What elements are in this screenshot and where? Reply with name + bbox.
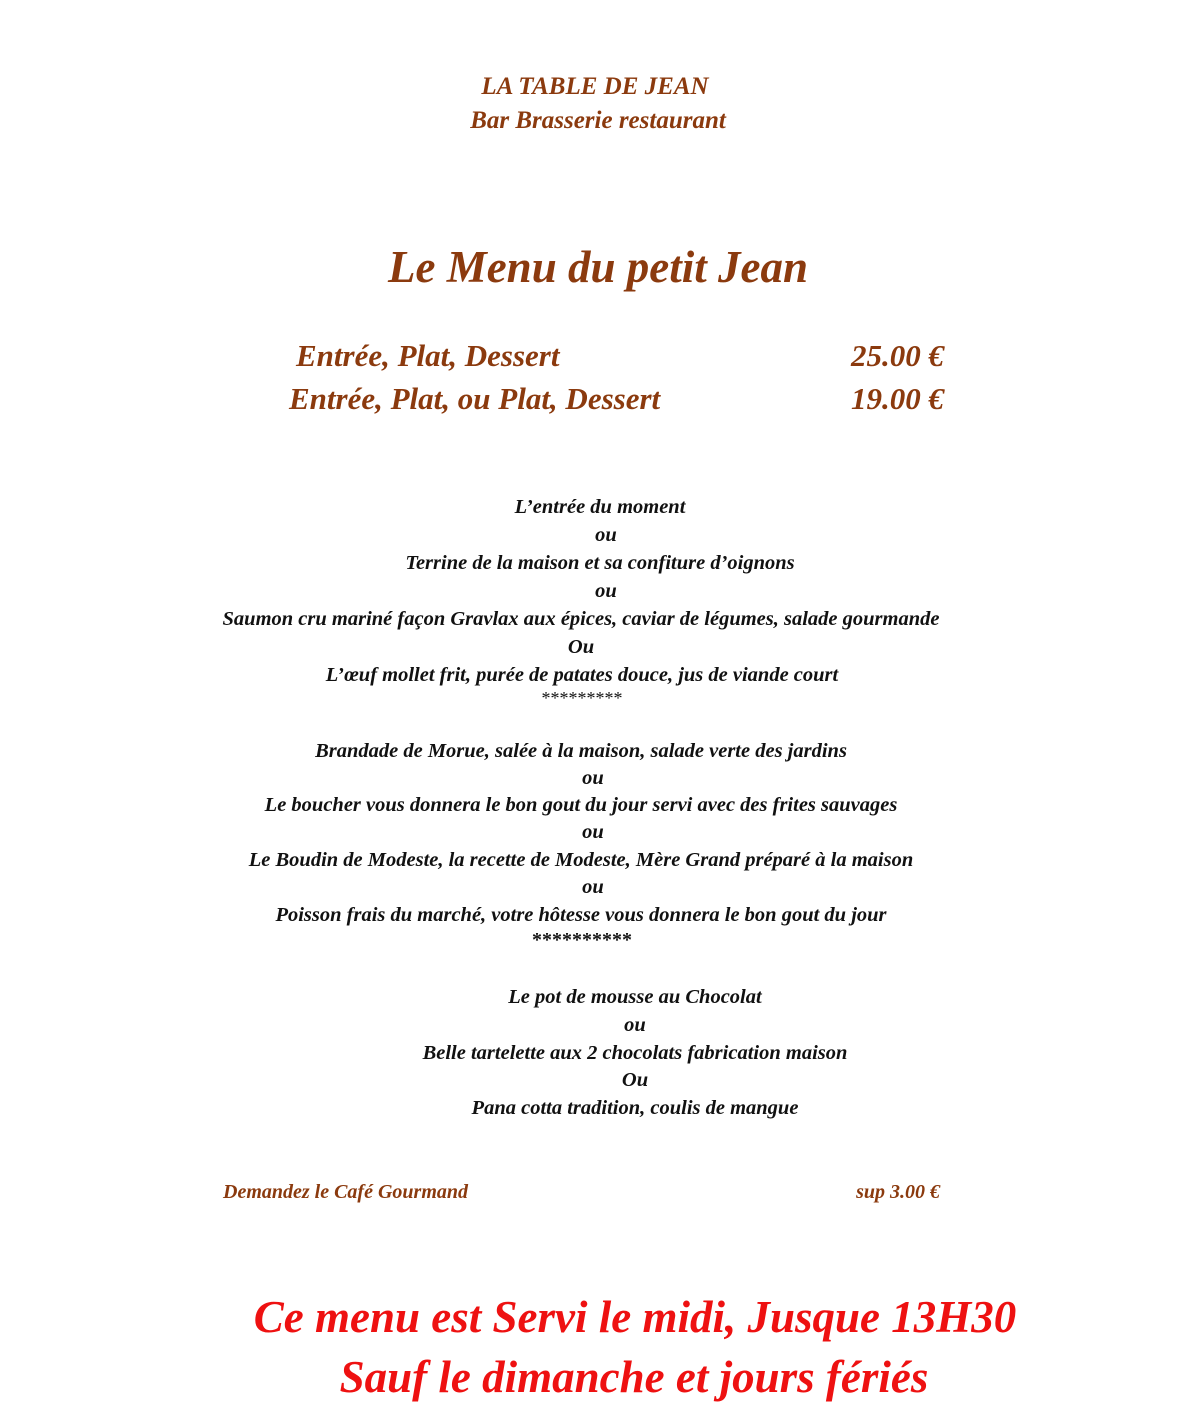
main-item: Poisson frais du marché, votre hôtesse vous donnera le bon gout du jour [275, 904, 887, 926]
course-separator-or: ou [624, 1014, 646, 1036]
formula-price: 25.00 € [851, 338, 944, 373]
course-separator-or: Ou [621, 1069, 649, 1091]
course-separator-or: ou [582, 821, 604, 843]
dessert-item: Le pot de mousse au Chocolat [508, 986, 762, 1008]
service-hours-note: Ce menu est Servi le midi, Jusque 13H30 [253, 1292, 1017, 1342]
restaurant-subtitle: Bar Brasserie restaurant [470, 107, 726, 134]
main-item: Le Boudin de Modeste, la recette de Modeste, Mère Grand préparé à la maison [248, 849, 914, 871]
menu-title: Le Menu du petit Jean [387, 242, 808, 292]
starter-item: Saumon cru mariné façon Gravlax aux épices, caviar de légumes, salade gourmande [222, 608, 940, 630]
formula-price: 19.00 € [851, 381, 944, 416]
starter-item: L’œuf mollet frit, purée de patates douce, jus de viande court [325, 664, 839, 686]
course-separator-or: ou [582, 767, 604, 789]
main-item: Le boucher vous donnera le bon gout du jour servi avec des frites sauvages [264, 794, 898, 816]
main-item: Brandade de Morue, salée à la maison, salade verte des jardins [315, 740, 847, 762]
dessert-item: Belle tartelette aux 2 chocolats fabrication maison [422, 1042, 848, 1064]
formula-label: Entrée, Plat, Dessert [296, 338, 560, 373]
restaurant-name: LA TABLE DE JEAN [481, 73, 709, 100]
cafe-gourmand-price: sup 3.00 € [856, 1181, 940, 1203]
cafe-gourmand-label: Demandez le Café Gourmand [223, 1181, 468, 1203]
course-separator-or: ou [595, 524, 617, 546]
course-divider: ********** [532, 929, 632, 951]
starter-item: L’entrée du moment [514, 496, 686, 518]
starter-item: Terrine de la maison et sa confiture d’oignons [405, 552, 795, 574]
formula-label: Entrée, Plat, ou Plat, Dessert [289, 381, 661, 416]
dessert-item: Pana cotta tradition, coulis de mangue [471, 1097, 799, 1119]
course-divider: ********* [541, 688, 623, 708]
course-separator-or: ou [582, 876, 604, 898]
course-separator-or: Ou [567, 636, 595, 658]
service-exceptions-note: Sauf le dimanche et jours fériés [339, 1352, 929, 1402]
course-separator-or: ou [595, 580, 617, 602]
